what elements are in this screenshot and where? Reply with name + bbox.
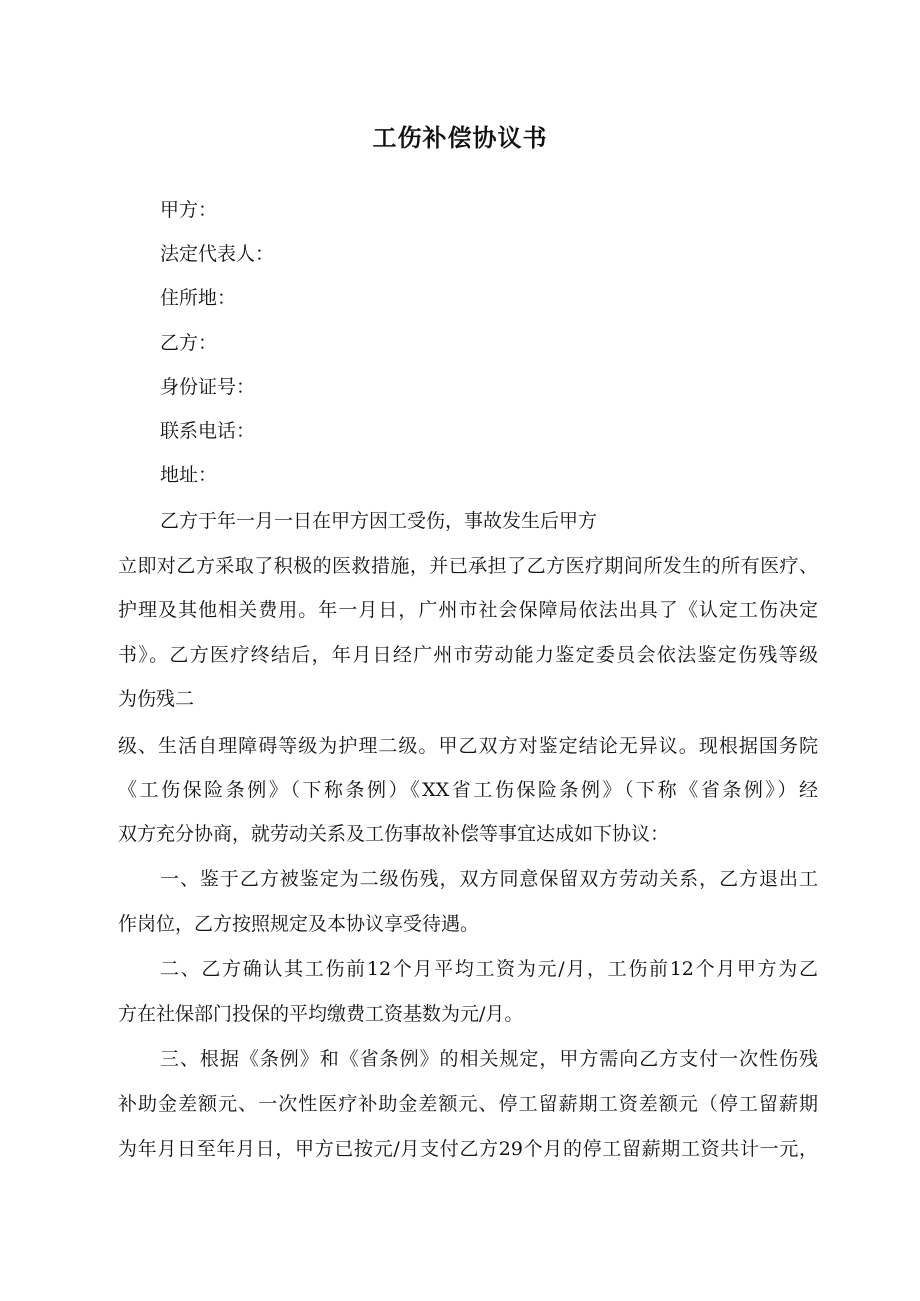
clause-3-line: 三、根据《条例》和《省条例》的相关规定，甲方需向乙方支付一次性伤残 <box>160 1048 818 1070</box>
body-line: 为伤残二 <box>118 688 195 710</box>
body-line: 《工伤保险条例》（下称条例）《XX省工伤保险条例》（下称《省条例》）经 <box>118 779 818 801</box>
field-party-b: 乙方： <box>160 332 218 354</box>
field-address: 地址： <box>160 464 218 486</box>
body-line: 级、生活自理障碍等级为护理二级。甲乙双方对鉴定结论无异议。现根据国务院 <box>118 735 818 757</box>
field-id-number: 身份证号： <box>160 376 256 398</box>
clause-3-line: 为年月日至年月日，甲方已按元/月支付乙方29个月的停工留薪期工资共计一元， <box>118 1138 818 1160</box>
field-legal-representative: 法定代表人： <box>160 243 275 265</box>
body-line: 立即对乙方采取了积极的医救措施，并已承担了乙方医疗期间所发生的所有医疗、 <box>118 555 818 577</box>
clause-2-line: 二、乙方确认其工伤前12个月平均工资为元/月，工伤前12个月甲方为乙 <box>160 958 818 980</box>
clause-2-line: 方在社保部门投保的平均缴费工资基数为元/月。 <box>118 1003 524 1025</box>
document-title: 工伤补偿协议书 <box>372 124 548 152</box>
field-phone: 联系电话： <box>160 420 256 442</box>
clause-3-line: 补助金差额元、一次性医疗补助金差额元、停工留薪期工资差额元（停工留薪期 <box>118 1093 818 1115</box>
body-line: 书》。乙方医疗终结后，年月日经广州市劳动能力鉴定委员会依法鉴定伤残等级 <box>118 644 818 666</box>
body-line: 乙方于年一月一日在甲方因工受伤，事故发生后甲方 <box>160 510 598 532</box>
body-line: 护理及其他相关费用。年一月日，广州市社会保障局依法出具了《认定工伤决定 <box>118 599 818 621</box>
field-domicile: 住所地： <box>160 287 237 309</box>
clause-1-line: 一、鉴于乙方被鉴定为二级伤残，双方同意保留双方劳动关系，乙方退出工 <box>160 868 818 890</box>
body-line: 双方充分协商，就劳动关系及工伤事故补偿等事宜达成如下协议： <box>118 823 670 845</box>
clause-1-line: 作岗位，乙方按照规定及本协议享受待遇。 <box>118 913 480 935</box>
field-party-a: 甲方： <box>160 199 218 221</box>
